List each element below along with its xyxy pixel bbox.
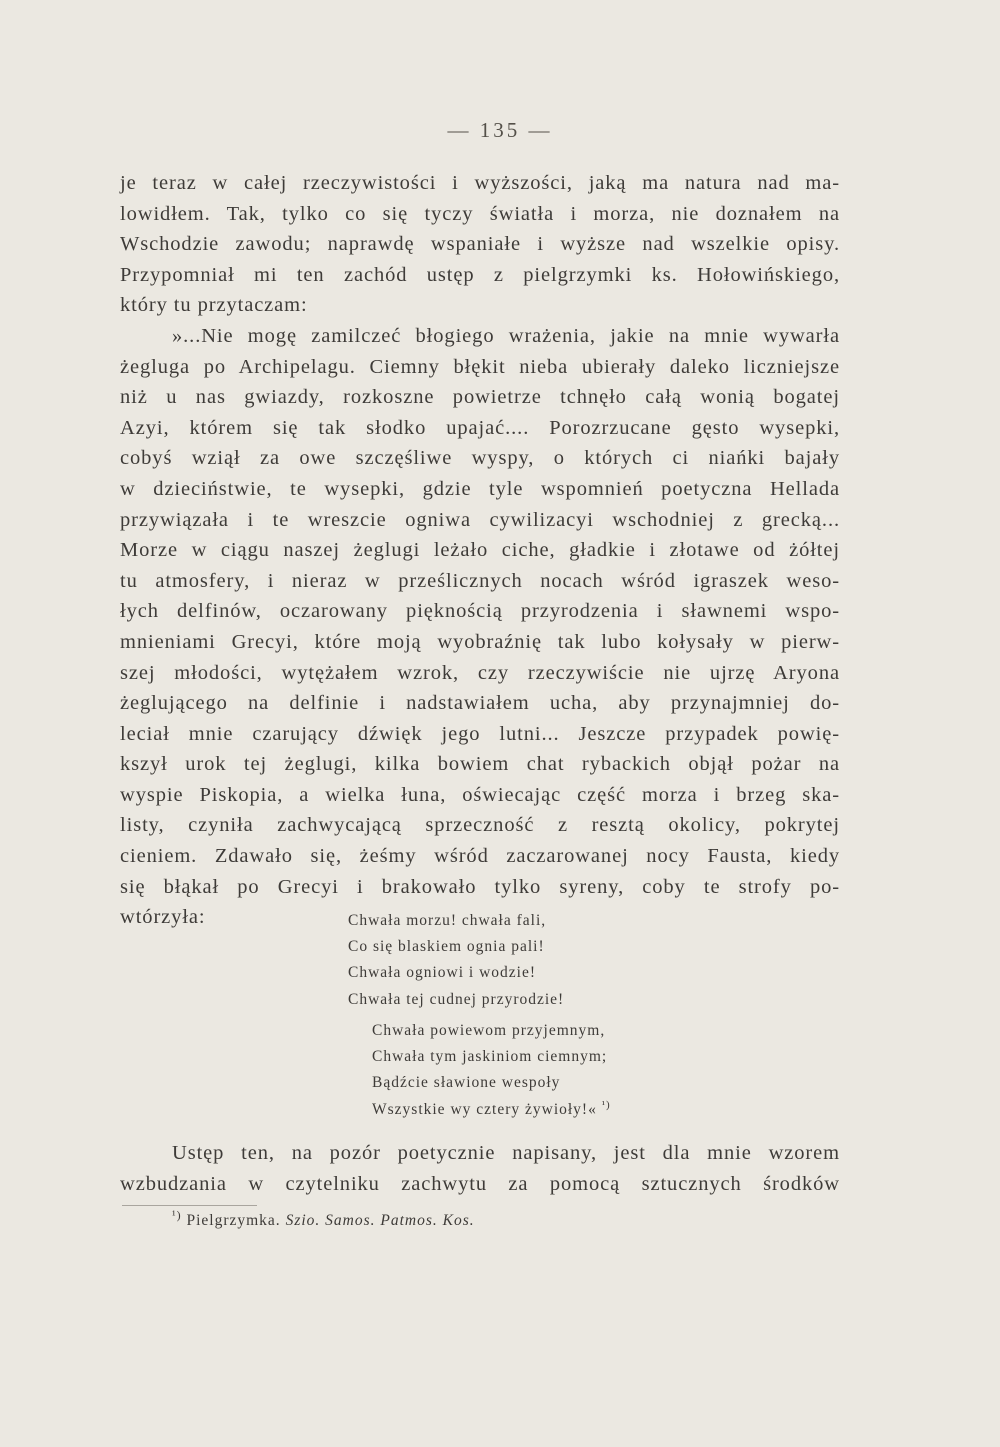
text-line: listy, czyniła zachwycającą sprzeczność z resztą okolicy, pokrytej xyxy=(120,814,840,837)
footnote-mark: ¹) xyxy=(172,1207,182,1222)
text-line: Azyi, którem się tak słodko upajać.... Porozrzucane gęsto wysepki, xyxy=(120,416,840,439)
text-line: kszył urok tej żeglugi, kilka bowiem chat rybackich objął pożar na xyxy=(120,753,840,776)
text-line: się błąkał po Grecyi i brakowało tylko syreny, coby te strofy po- xyxy=(120,875,840,898)
text-line: w dzieciństwie, te wysepki, gdzie tyle wspomnień poetyczna Hellada xyxy=(120,477,840,500)
text-line: lowidłem. Tak, tylko co się tyczy światła i morza, nie doznałem na xyxy=(120,202,840,225)
text-line: cobyś wziął za owe szczęśliwe wyspy, o których ci niańki bajały xyxy=(120,447,840,470)
paragraph-1 xyxy=(120,168,840,321)
text-line: łych delfinów, oczarowany pięknością przyrodzenia i sławnemi wspo- xyxy=(120,600,840,623)
page-number: — 135 — xyxy=(447,118,553,142)
poem-line: Chwała tej cudnej przyrodzie! xyxy=(348,990,565,1008)
text-line: tu atmosfery, i nieraz w prześlicznych nocach wśród igraszek weso- xyxy=(120,569,840,592)
text-line: mnieniami Grecyi, które moją wyobraźnię tak lubo kołysały w pierw- xyxy=(120,630,840,653)
footnote xyxy=(172,1207,475,1230)
text-line: cieniem. Zdawało się, żeśmy wśród zaczarowanej nocy Fausta, kiedy xyxy=(120,845,840,868)
paragraph-2 xyxy=(120,1138,840,1199)
text-line: Wschodzie zawodu; naprawdę wspaniałe i wyższe nad wszelkie opisy. xyxy=(120,233,840,256)
footnote-text: Pielgrzymka. xyxy=(186,1212,281,1229)
text-line: Ustęp ten, na pozór poetycznie napisany, jest dla mnie wzorem xyxy=(172,1142,840,1164)
text-line: wtórzyła: xyxy=(120,906,206,929)
poem-line xyxy=(372,1097,611,1123)
poem-line: Co się blaskiem ognia pali! xyxy=(348,938,545,956)
footnote-divider xyxy=(122,1205,257,1206)
text-line: żeglującego na delfinie i nadstawiałem ucha, aby przynajmniej do- xyxy=(120,692,840,715)
text-line: »...Nie mogę zamilczeć błogiego wrażenia, jakie na mnie wywarła xyxy=(172,324,840,347)
text-line: wzbudzania w czytelniku zachwytu za pomocą sztucznych środków xyxy=(120,1172,840,1195)
footnote-reference: ¹) xyxy=(601,1098,611,1111)
footnote-places: Szio. Samos. Patmos. Kos. xyxy=(285,1212,475,1229)
poem-line-text: Wszystkie wy cztery żywioły!« xyxy=(372,1100,597,1118)
poem-line: Chwała morzu! chwała fali, xyxy=(348,912,547,929)
text-line: leciał mnie czarujący dźwięk jego lutni... Jeszcze przypadek powię- xyxy=(120,722,840,745)
poem-line: Chwała powiewom przyjemnym, xyxy=(372,1022,606,1039)
quote-paragraph xyxy=(120,321,840,933)
body-text xyxy=(120,168,840,933)
poem-line: Bądźcie sławione wespoły xyxy=(372,1074,561,1092)
text-line: który tu przytaczam: xyxy=(120,294,308,317)
poem-stanza-1 xyxy=(348,908,564,1013)
poem-stanza-2 xyxy=(372,1018,611,1123)
text-line: Morze w ciągu naszej żeglugi leżało ciche, gładkie i złotawe od żółtej xyxy=(120,539,840,562)
text-line: szej młodości, wytężałem wzrok, czy rzeczywiście nie ujrzę Aryona xyxy=(120,661,840,684)
text-line: wyspie Piskopia, a wielka łuna, oświecając część morza i brzeg ska- xyxy=(120,783,840,806)
text-line: je teraz w całej rzeczywistości i wyższości, jaką ma natura nad ma- xyxy=(120,172,840,194)
text-line: żegluga po Archipelagu. Ciemny błękit nieba ubierały daleko liczniejsze xyxy=(120,355,840,378)
text-line: przywiązała i te wreszcie ogniwa cywilizacyi wschodniej z grecką... xyxy=(120,508,840,531)
poem-line: Chwała ogniowi i wodzie! xyxy=(348,964,537,982)
text-line: niż u nas gwiazdy, rozkoszne powietrze tchnęło całą wonią bogatej xyxy=(120,386,840,409)
text-line: Przypomniał mi ten zachód ustęp z pielgrzymki ks. Hołowińskiego, xyxy=(120,263,840,286)
poem-line: Chwała tym jaskiniom ciemnym; xyxy=(372,1048,608,1066)
